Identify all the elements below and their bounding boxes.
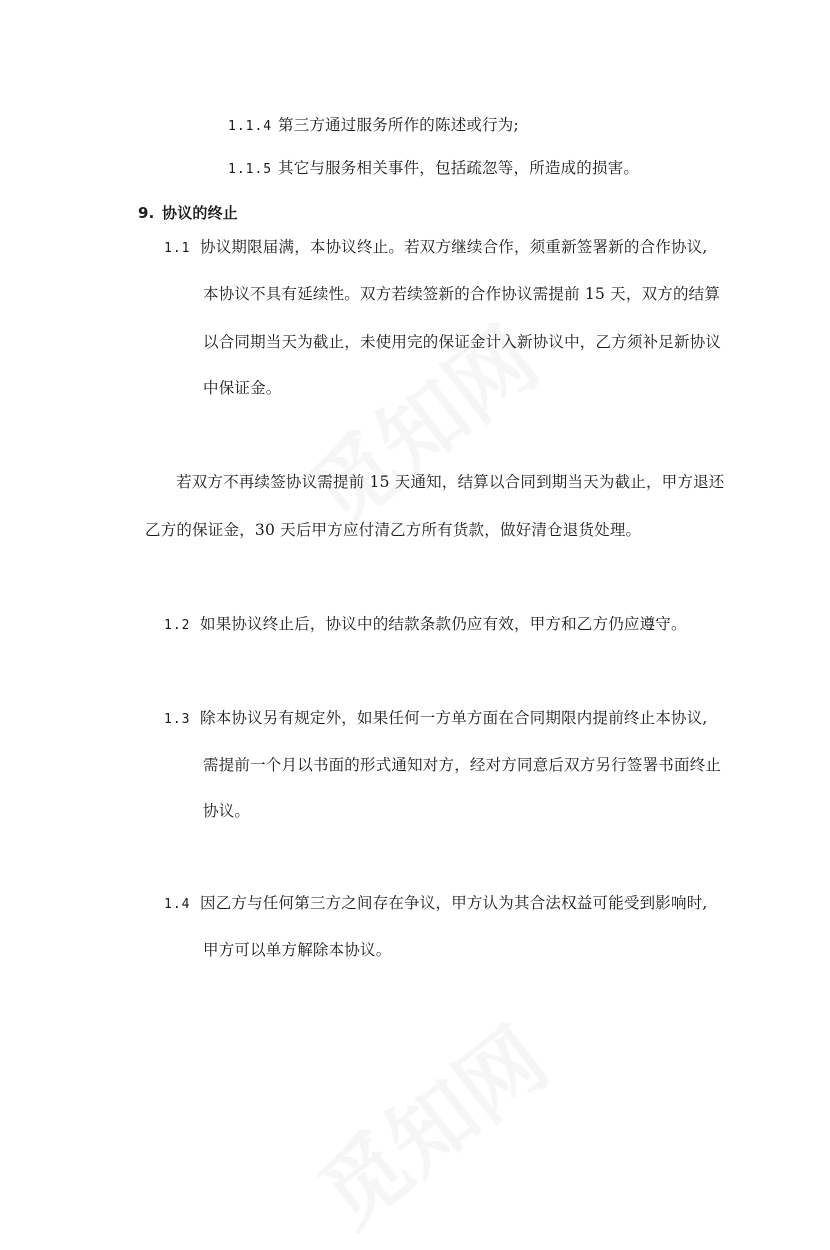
clause-text: 第三方通过服务所作的陈述或行为;: [278, 116, 519, 134]
item-number: 1.4: [164, 897, 191, 912]
item-text: 如果协议终止后，协议中的结款条款仍应有效，甲方和乙方仍应遵守。: [200, 615, 687, 633]
item-text: 除本协议另有规定外，如果任何一方单方面在合同期限内提前终止本协议,: [200, 709, 708, 727]
item-1-2: [164, 614, 687, 636]
item-1-1-line-4: 中保证金。: [203, 379, 282, 397]
item-1-1-line-3: 以合同期当天为截止，未使用完的保证金计入新协议中，乙方须补足新协议: [203, 333, 722, 351]
clause-number: 1.1.5: [228, 162, 273, 177]
section-title: 协议的终止: [162, 204, 239, 222]
item-text: 协议期限届满，本协议终止。若双方继续合作，须重新签署新的合作协议,: [200, 238, 708, 256]
clause-number: 1.1.4: [228, 119, 273, 134]
paragraph-line-1: 若双方不再续签协议需提前 15 天通知，结算以合同到期当天为截止，甲方退还: [176, 473, 725, 491]
clause-1-1-4: [228, 115, 519, 137]
item-1-1-line-1: [164, 237, 708, 259]
item-1-3-line-2: 需提前一个月以书面的形式通知对方，经对方同意后双方另行签署书面终止: [203, 756, 722, 774]
item-1-4-line-1: [164, 893, 708, 915]
item-number: 1.2: [164, 618, 191, 633]
section-number: 9.: [138, 204, 155, 222]
item-1-1-line-2: 本协议不具有延续性。双方若续签新的合作协议需提前 15 天，双方的结算: [203, 285, 721, 303]
watermark: [289, 994, 569, 1250]
item-1-4-line-2: 甲方可以单方解除本协议。: [203, 941, 392, 959]
item-number: 1.1: [164, 241, 191, 256]
item-1-3-line-3: 协议。: [203, 802, 251, 820]
section-heading: [138, 203, 238, 223]
paragraph-line-2: 乙方的保证金，30 天后甲方应付清乙方所有货款，做好清仓退货处理。: [145, 521, 642, 539]
clause-text: 其它与服务相关事件，包括疏忽等，所造成的损害。: [278, 159, 640, 177]
item-number: 1.3: [164, 712, 191, 727]
item-1-3-line-1: [164, 708, 708, 730]
clause-1-1-5: [228, 158, 639, 180]
item-text: 因乙方与任何第三方之间存在争议，甲方认为其合法权益可能受到影响时,: [200, 894, 708, 912]
